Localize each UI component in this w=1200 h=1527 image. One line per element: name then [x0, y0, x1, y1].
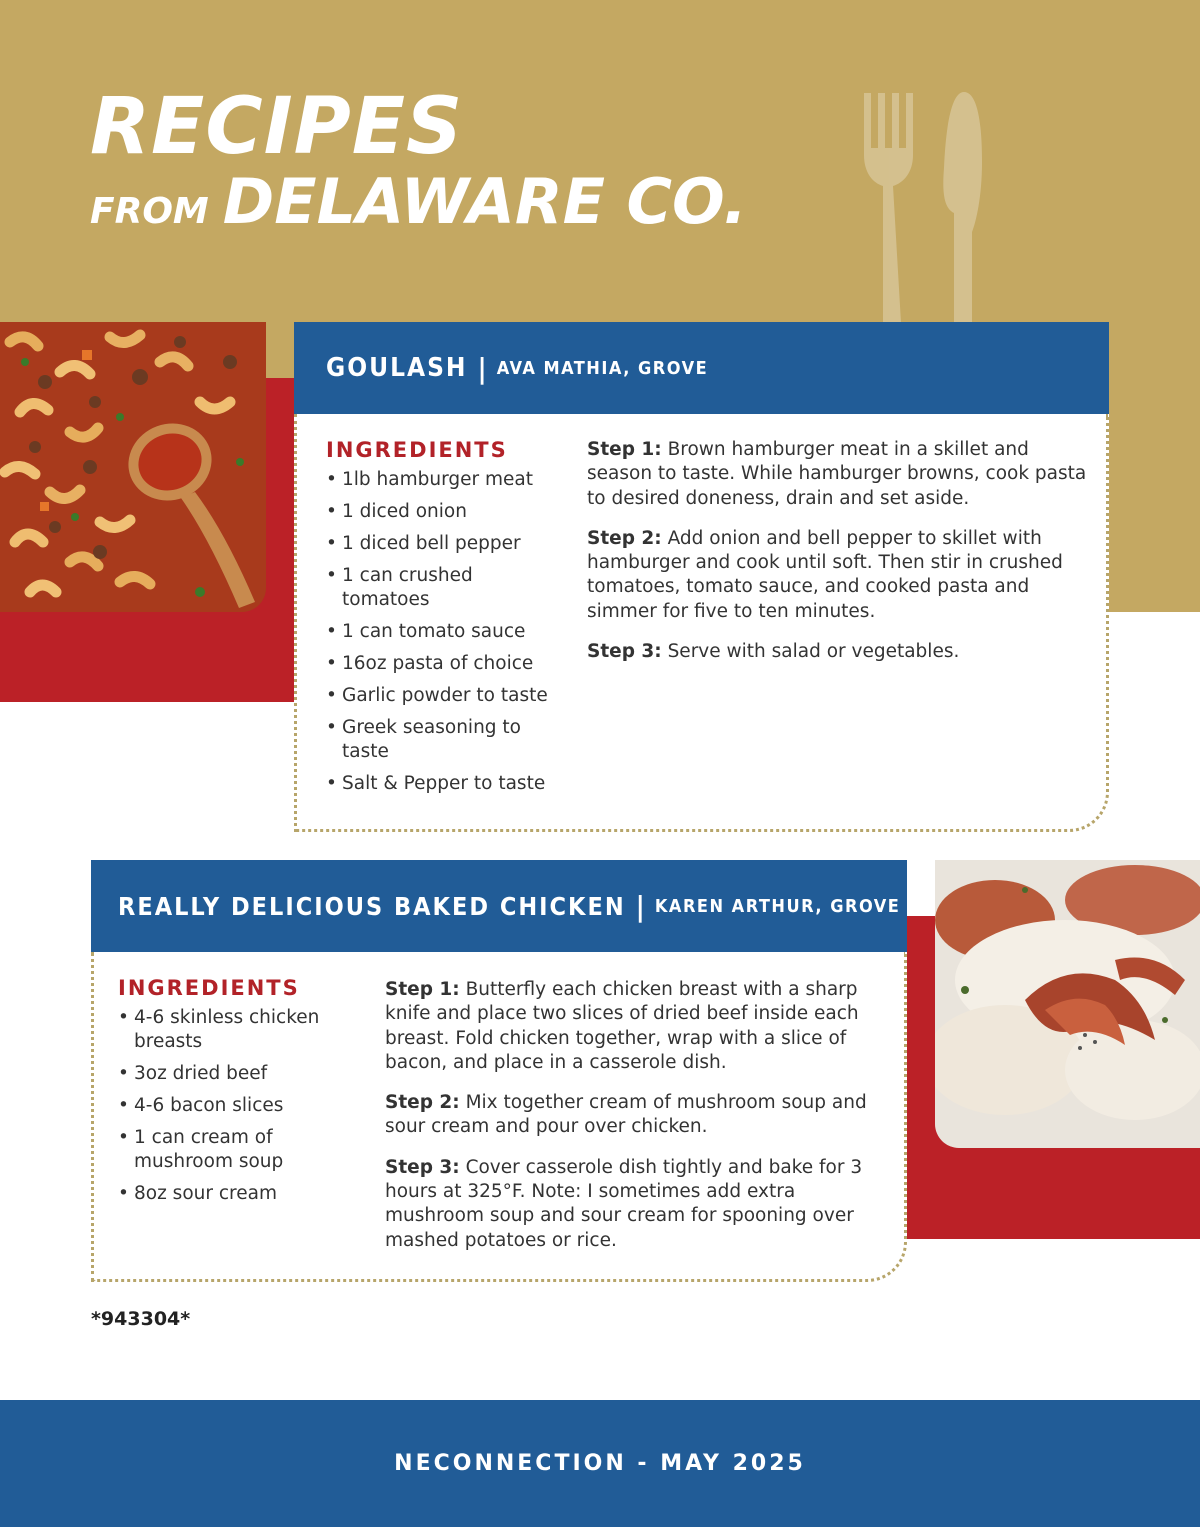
steps-section: [385, 978, 885, 1269]
baked-chicken-photo: [935, 860, 1200, 1148]
step-text: Butterfly each chicken breast with a sharp knife and place two slices of dried beef inside each breast. Fold chicken together, wrap with a slice of bacon, and place in a casserole dish.: [385, 979, 859, 1073]
ingredient-item: • 1 can cream of mushroom soup: [118, 1126, 308, 1174]
step-text: Serve with salad or vegetables.: [667, 641, 960, 663]
recipe-title: REALLY DELICIOUS BAKED CHICKEN: [118, 891, 626, 921]
step-label: Step 1:: [587, 439, 662, 460]
title-separator: |: [477, 351, 487, 385]
ingredient-item: • Garlic powder to taste: [326, 684, 566, 708]
step-label: Step 3:: [385, 1156, 460, 1178]
step-label: Step 1:: [385, 979, 460, 1000]
recipe-body: [294, 414, 1109, 832]
recipe-banner: [91, 860, 907, 952]
page-title: RECIPES: [90, 82, 464, 172]
step-text: Add onion and bell pepper to skillet with hamburger and cook until soft. Then stir in crushed tomatoes, tomato sauce, and cooked pasta and simmer for five to ten minutes.: [587, 527, 1063, 622]
step-1: [587, 438, 1087, 511]
recipe-title: GOULASH: [326, 353, 468, 383]
step-label: Step 2:: [587, 527, 662, 549]
footer-band: [0, 1400, 1200, 1527]
ingredient-item: • Greek seasoning to taste: [326, 716, 541, 764]
footer-text: NECONNECTION - MAY 2025: [394, 1451, 806, 1476]
ingredient-item: • 3oz dried beef: [118, 1062, 348, 1086]
ingredients-heading: INGREDIENTS: [118, 976, 300, 1000]
ingredients-list: [118, 1006, 348, 1206]
goulash-photo: [0, 322, 266, 612]
ingredient-item: • Salt & Pepper to taste: [326, 772, 566, 796]
fork-and-knife-icon: [856, 88, 996, 323]
recipe-card-goulash: [294, 322, 1109, 832]
ingredients-section: [118, 976, 348, 1214]
recipe-banner: [294, 322, 1109, 414]
step-3: [385, 1156, 885, 1253]
recipe-card-baked-chicken: [91, 860, 907, 1282]
title-separator: |: [635, 889, 645, 923]
title-place: DELAWARE CO.: [222, 165, 747, 238]
ingredient-item: • 1 diced bell pepper: [326, 532, 566, 556]
ingredient-item: • 1lb hamburger meat: [326, 468, 566, 492]
step-text: Cover casserole dish tightly and bake for 3 hours at 325°F. Note: I sometimes add extra mushroom soup and sour cream for spooning over mashed potatoes or rice.: [385, 1156, 863, 1251]
page-subtitle: [90, 165, 747, 238]
step-2: [385, 1091, 885, 1140]
ingredient-item: • 16oz pasta of choice: [326, 652, 566, 676]
title-from: FROM: [90, 191, 209, 232]
ingredient-item: • 8oz sour cream: [118, 1182, 348, 1206]
ingredients-section: [326, 438, 566, 804]
recipe-body: [91, 952, 907, 1282]
step-2: [587, 527, 1087, 624]
step-label: Step 3:: [587, 641, 662, 663]
steps-section: [587, 438, 1087, 680]
step-1: [385, 978, 885, 1075]
ingredient-item: • 1 can tomato sauce: [326, 620, 566, 644]
ingredient-item: • 4-6 skinless chicken breasts: [118, 1006, 333, 1054]
step-3: [587, 640, 1087, 664]
ingredients-list: [326, 468, 566, 796]
recipe-author: KAREN ARTHUR, GROVE: [654, 895, 901, 917]
ingredient-item: • 1 can crushed tomatoes: [326, 564, 511, 612]
step-text: Mix together cream of mushroom soup and sour cream and pour over chicken.: [385, 1092, 867, 1138]
step-text: Brown hamburger meat in a skillet and season to taste. While hamburger browns, cook pasta to desired doneness, drain and set aside.: [587, 439, 1087, 509]
document-code: *943304*: [91, 1308, 191, 1330]
recipe-author: AVA MATHIA, GROVE: [496, 357, 709, 379]
step-label: Step 2:: [385, 1092, 460, 1114]
ingredient-item: • 1 diced onion: [326, 500, 566, 524]
ingredient-item: • 4-6 bacon slices: [118, 1094, 348, 1118]
ingredients-heading: INGREDIENTS: [326, 438, 508, 462]
